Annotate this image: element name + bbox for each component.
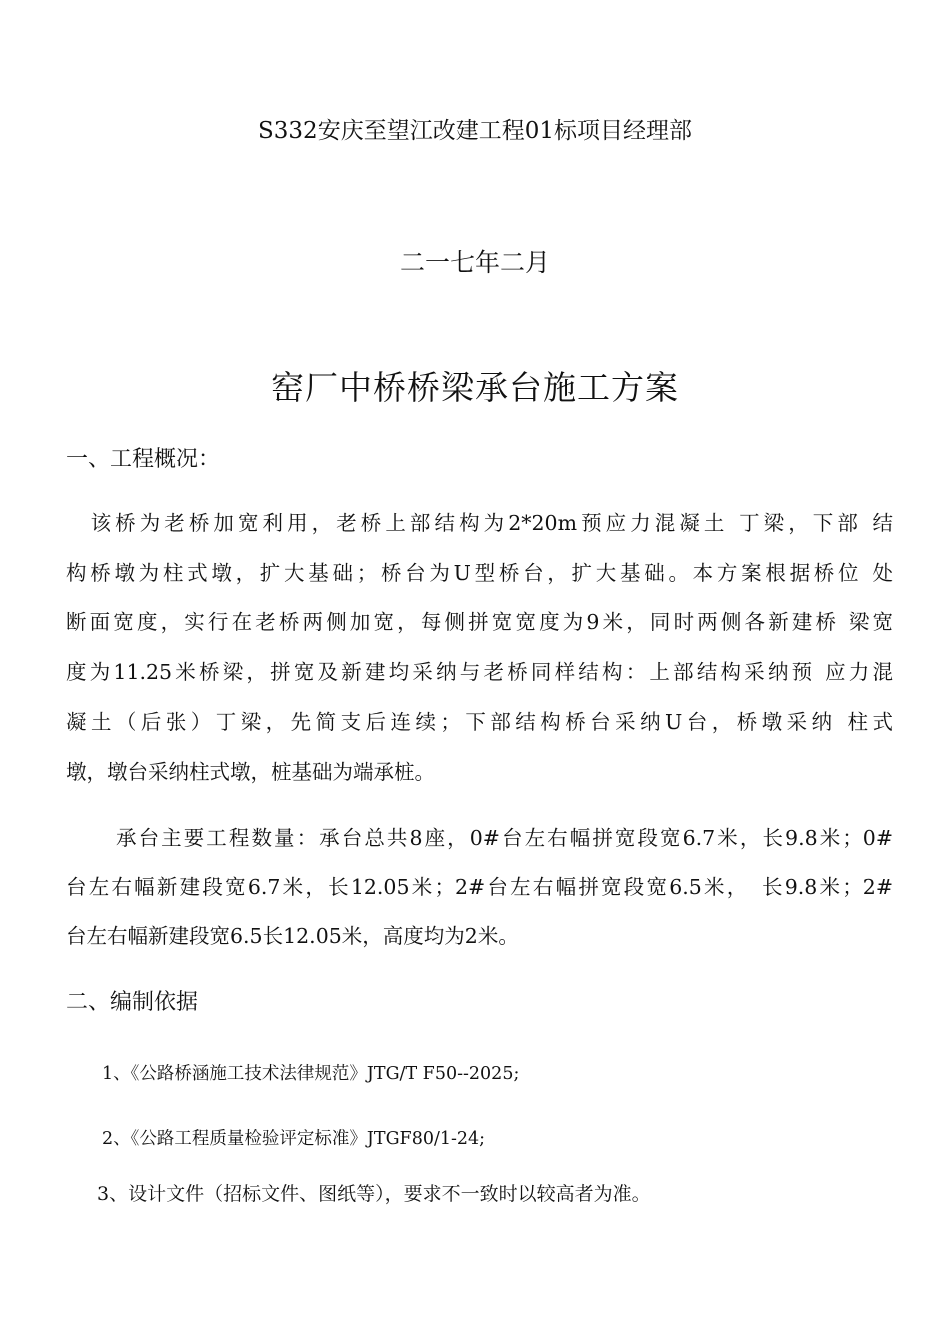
paragraph-line: 承台主要工程数量：承台总共8座，0#台左右幅拼宽段宽6.7米，长9.8米；0# bbox=[116, 826, 893, 850]
reference-item: 1、《公路桥涵施工技术法律规范》JTG/T F50--2025; bbox=[102, 1064, 520, 1084]
paragraph-line: 度为11.25米桥梁，拼宽及新建均采纳与老桥同样结构：上部结构采纳预 应力混 bbox=[66, 660, 893, 684]
reference-item: 3、设计文件（招标文件、图纸等），要求不一致时以较高者为准。 bbox=[97, 1183, 651, 1205]
paragraph-line: 台左右幅新建段宽6.7米，长12.05米；2#台左右幅拼宽段宽6.5米， 长9.8米；2# bbox=[66, 875, 893, 899]
reference-item: 2、《公路工程质量检验评定标准》JTGF80/1-24; bbox=[102, 1129, 486, 1149]
paragraph-line: 墩，墩台采纳柱式墩，桩基础为端承桩。 bbox=[66, 760, 435, 784]
paragraph-line: 凝土（后张）丁梁，先简支后连续；下部结构桥台采纳U台，桥墩采纳 柱式 bbox=[66, 710, 893, 734]
paragraph-line: 断面宽度，实行在老桥两侧加宽，每侧拼宽宽度为9米，同时两侧各新建桥 梁宽 bbox=[66, 610, 893, 634]
organization-line: S332安庆至望江改建工程01标项目经理部 bbox=[258, 118, 692, 144]
section-heading-basis: 二、编制依据 bbox=[66, 990, 199, 1015]
paragraph-line: 构桥墩为柱式墩，扩大基础；桥台为U型桥台，扩大基础。本方案根据桥位 处 bbox=[66, 561, 893, 585]
paragraph-line: 台左右幅新建段宽6.5长12.05米，高度均为2米。 bbox=[66, 924, 519, 948]
date-line: 二一七年二月 bbox=[399, 248, 550, 277]
paragraph-line: 该桥为老桥加宽利用，老桥上部结构为2*20m预应力混凝土 丁梁，下部 结 bbox=[66, 511, 893, 535]
document-title: 窑厂中桥桥梁承台施工方案 bbox=[271, 368, 679, 407]
section-heading-overview: 一、工程概况： bbox=[66, 447, 221, 472]
